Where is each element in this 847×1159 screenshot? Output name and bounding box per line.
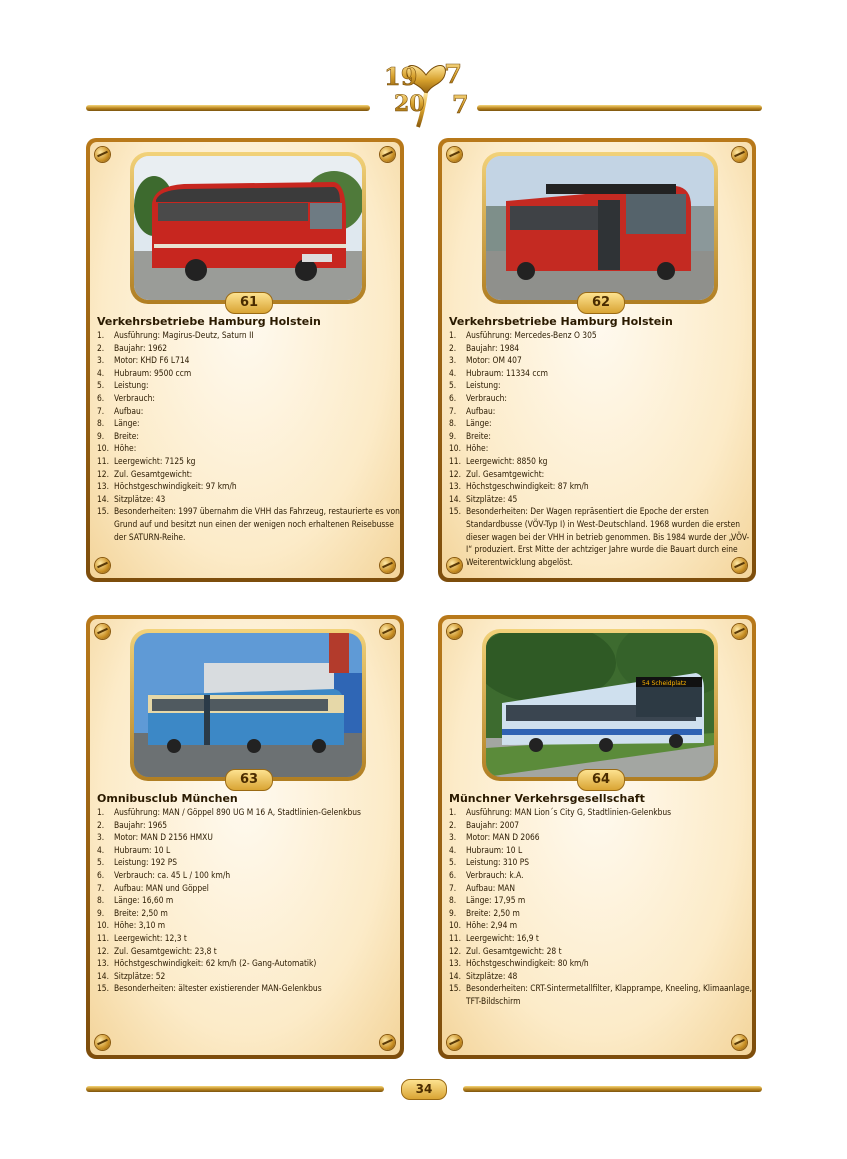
spec-number: 6. <box>449 392 457 403</box>
spec-text: Höchstgeschwindigkeit: 62 km/h (2- Gang-Automatik) <box>114 958 317 969</box>
spec-item <box>449 831 752 844</box>
spec-item <box>97 957 400 970</box>
spec-item <box>449 819 752 832</box>
spec-item <box>97 455 400 468</box>
spec-text: Breite: 2,50 m <box>114 907 168 918</box>
spec-item <box>449 970 752 983</box>
spec-number: 11. <box>449 455 461 466</box>
screw-icon <box>380 624 395 639</box>
screw-icon <box>95 624 110 639</box>
spec-number: 5. <box>97 857 105 868</box>
spec-number: 9. <box>97 430 105 441</box>
spec-number: 11. <box>97 455 109 466</box>
spec-text: Sitzplätze: 52 <box>114 970 166 981</box>
spec-item <box>449 392 752 405</box>
spec-text: Besonderheiten: Der Wagen repräsentiert die Epoche der ersten Standardbusse (VÖV-Typ I) in West-Deutschland. 1968 wurden die ersten dieser wagen bei der VHH in betrieb genommen. Bis 1984 wurde der „VÖV-I“ produziert. Erst Mitte der achtziger Jahre wurde die Bauart durch eine Weiterentwicklung abgelöst. <box>466 506 750 567</box>
spec-item <box>97 493 400 506</box>
card-number-badge: 62 <box>577 292 625 314</box>
spec-text: Besonderheiten: ältester existierender MAN-Gelenkbus <box>114 983 322 994</box>
spec-item <box>97 367 400 380</box>
spec-text: Höhe: 3,10 m <box>114 920 166 931</box>
spec-text: Besonderheiten: 1997 übernahm die VHH das Fahrzeug, restaurierte es von Grund auf und besitzt nun einen der wenigen noch erhaltenen Reisebusse der SATURN-Reihe. <box>114 506 400 542</box>
screw-icon <box>380 1035 395 1050</box>
spec-text: Verbrauch: ca. 45 L / 100 km/h <box>114 869 231 880</box>
spec-text: Aufbau: MAN und Göppel <box>114 882 209 893</box>
card-title: Verkehrsbetriebe Hamburg Holstein <box>449 315 673 328</box>
spec-number: 6. <box>97 392 105 403</box>
spec-item <box>449 480 752 493</box>
spec-item <box>97 468 400 481</box>
spec-item <box>97 856 400 869</box>
screw-icon <box>447 1035 462 1050</box>
card-number-badge: 61 <box>225 292 273 314</box>
spec-number: 4. <box>449 844 457 855</box>
spec-item <box>97 819 400 832</box>
spec-number: 5. <box>449 380 457 391</box>
spec-item <box>449 505 752 568</box>
spec-number: 15. <box>97 983 109 994</box>
spec-number: 1. <box>449 807 457 817</box>
spec-item <box>449 932 752 945</box>
spec-item <box>97 354 400 367</box>
card-title: Münchner Verkehrsgesellschaft <box>449 792 645 805</box>
spec-text: Länge: <box>114 418 140 429</box>
spec-item <box>449 957 752 970</box>
spec-item <box>449 342 752 355</box>
spec-item <box>449 806 752 819</box>
svg-text:19: 19 <box>384 62 418 91</box>
spec-number: 3. <box>449 355 457 366</box>
spec-item <box>97 417 400 430</box>
spec-text: Hubraum: 11334 ccm <box>466 367 548 378</box>
spec-number: 15. <box>97 506 109 517</box>
bus-photo <box>134 156 362 300</box>
bus-card-64 <box>438 615 756 1059</box>
spec-list <box>97 329 400 543</box>
spec-number: 2. <box>97 819 105 830</box>
spec-text: Verbrauch: <box>466 392 507 403</box>
spec-list <box>449 806 752 1008</box>
spec-number: 10. <box>449 443 461 454</box>
spec-item <box>97 844 400 857</box>
screw-icon <box>447 147 462 162</box>
spec-item <box>449 405 752 418</box>
spec-number: 9. <box>449 907 457 918</box>
card-title: Omnibusclub München <box>97 792 238 805</box>
bus-photo <box>486 633 714 777</box>
spec-item <box>449 379 752 392</box>
page-number: 34 <box>401 1079 447 1100</box>
spec-number: 12. <box>97 468 109 479</box>
spec-number: 5. <box>449 857 457 868</box>
spec-number: 9. <box>449 430 457 441</box>
spec-number: 2. <box>449 342 457 353</box>
spec-item <box>97 806 400 819</box>
spec-text: Zul. Gesamtgewicht: 23,8 t <box>114 945 217 956</box>
spec-item <box>449 856 752 869</box>
spec-text: Breite: 2,50 m <box>466 907 520 918</box>
spec-text: Breite: <box>466 430 491 441</box>
spec-text: Höchstgeschwindigkeit: 97 km/h <box>114 481 237 492</box>
spec-number: 1. <box>97 807 105 817</box>
spec-item <box>449 329 752 342</box>
spec-text: Verbrauch: <box>114 392 155 403</box>
spec-number: 15. <box>449 506 461 517</box>
spec-text: Ausführung: MAN Lion´s City G, Stadtlinien-Gelenkbus <box>466 807 672 817</box>
spec-text: Leistung: <box>114 380 149 391</box>
footer-rule-left <box>86 1086 384 1092</box>
spec-number: 11. <box>449 932 461 943</box>
bus-card-61 <box>86 138 404 582</box>
spec-item <box>449 907 752 920</box>
bus-photo-frame <box>482 629 718 781</box>
spec-text: Leergewicht: 12,3 t <box>114 932 187 943</box>
bus-photo-frame <box>130 152 366 304</box>
spec-item <box>449 919 752 932</box>
spec-text: Höhe: <box>114 443 137 454</box>
spec-item <box>449 493 752 506</box>
spec-text: Baujahr: 1984 <box>466 342 520 353</box>
card-title: Verkehrsbetriebe Hamburg Holstein <box>97 315 321 328</box>
spec-item <box>97 405 400 418</box>
spec-number: 1. <box>97 330 105 340</box>
spec-item <box>97 945 400 958</box>
spec-number: 14. <box>97 493 109 504</box>
spec-text: Höchstgeschwindigkeit: 80 km/h <box>466 958 589 969</box>
screw-icon <box>732 1035 747 1050</box>
spec-number: 12. <box>449 945 461 956</box>
svg-text:54 Scheidplatz: 54 Scheidplatz <box>642 680 687 687</box>
screw-icon <box>95 558 110 573</box>
screw-icon <box>732 147 747 162</box>
footer-rule-right <box>463 1086 762 1092</box>
spec-text: Länge: <box>466 418 492 429</box>
card-number-badge: 64 <box>577 769 625 791</box>
spec-text: Hubraum: 10 L <box>466 844 523 855</box>
anniversary-logo <box>378 55 474 130</box>
spec-number: 6. <box>449 869 457 880</box>
spec-number: 7. <box>97 882 105 893</box>
header-rule-right <box>477 105 762 111</box>
spec-item <box>97 442 400 455</box>
spec-text: Hubraum: 9500 ccm <box>114 367 192 378</box>
spec-number: 1. <box>449 330 457 340</box>
spec-number: 14. <box>97 970 109 981</box>
spec-number: 9. <box>97 907 105 918</box>
spec-text: Motor: MAN D 2066 <box>466 832 540 843</box>
spec-number: 13. <box>449 481 461 492</box>
spec-text: Breite: <box>114 430 139 441</box>
spec-number: 4. <box>97 367 105 378</box>
screw-icon <box>447 624 462 639</box>
spec-number: 12. <box>449 468 461 479</box>
screw-icon <box>732 624 747 639</box>
spec-item <box>449 430 752 443</box>
spec-number: 2. <box>449 819 457 830</box>
spec-number: 2. <box>97 342 105 353</box>
card-number-badge: 63 <box>225 769 273 791</box>
bus-card-63 <box>86 615 404 1059</box>
spec-number: 3. <box>97 832 105 843</box>
spec-text: Verbrauch: k.A. <box>466 869 524 880</box>
spec-item <box>449 945 752 958</box>
spec-number: 4. <box>449 367 457 378</box>
spec-number: 10. <box>449 920 461 931</box>
spec-number: 8. <box>449 418 457 429</box>
spec-item <box>97 392 400 405</box>
spec-text: Sitzplätze: 43 <box>114 493 166 504</box>
spec-text: Leistung: 310 PS <box>466 857 530 868</box>
spec-item <box>97 970 400 983</box>
spec-number: 13. <box>449 958 461 969</box>
spec-text: Zul. Gesamtgewicht: <box>114 468 193 479</box>
screw-icon <box>380 558 395 573</box>
spec-item <box>449 844 752 857</box>
spec-number: 12. <box>97 945 109 956</box>
spec-item <box>449 417 752 430</box>
screw-icon <box>95 147 110 162</box>
bus-photo <box>486 156 714 300</box>
spec-text: Ausführung: Magirus-Deutz, Saturn II <box>114 330 254 340</box>
spec-item <box>97 982 400 995</box>
spec-item <box>97 505 400 543</box>
spec-number: 7. <box>449 405 457 416</box>
spec-number: 13. <box>97 481 109 492</box>
spec-text: Leergewicht: 7125 kg <box>114 455 196 466</box>
spec-item <box>97 430 400 443</box>
spec-number: 3. <box>97 355 105 366</box>
spec-text: Ausführung: MAN / Göppel 890 UG M 16 A, Stadtlinien-Gelenkbus <box>114 807 361 817</box>
spec-number: 15. <box>449 983 461 994</box>
spec-list <box>97 806 400 995</box>
spec-text: Leergewicht: 8850 kg <box>466 455 548 466</box>
spec-number: 4. <box>97 844 105 855</box>
spec-list <box>449 329 752 568</box>
spec-text: Länge: 16,60 m <box>114 895 174 906</box>
spec-item <box>449 455 752 468</box>
spec-item <box>97 919 400 932</box>
spec-text: Motor: KHD F6 L714 <box>114 355 190 366</box>
bus-card-62 <box>438 138 756 582</box>
spec-item <box>449 869 752 882</box>
spec-text: Hubraum: 10 L <box>114 844 171 855</box>
spec-text: Baujahr: 1962 <box>114 342 168 353</box>
spec-number: 14. <box>449 970 461 981</box>
spec-number: 8. <box>97 895 105 906</box>
spec-item <box>97 894 400 907</box>
spec-text: Besonderheiten: CRT-Sintermetallfilter, Klapprampe, Kneeling, Klimaanlage, TFT-Bildschirm <box>466 983 752 1006</box>
spec-text: Leistung: 192 PS <box>114 857 178 868</box>
bus-photo-frame <box>482 152 718 304</box>
spec-item <box>449 882 752 895</box>
spec-text: Zul. Gesamtgewicht: <box>466 468 545 479</box>
spec-item <box>97 329 400 342</box>
spec-item <box>449 354 752 367</box>
screw-icon <box>380 147 395 162</box>
svg-text:7: 7 <box>452 90 469 119</box>
screw-icon <box>95 1035 110 1050</box>
spec-number: 7. <box>97 405 105 416</box>
spec-text: Höchstgeschwindigkeit: 87 km/h <box>466 481 589 492</box>
spec-item <box>97 379 400 392</box>
spec-item <box>449 468 752 481</box>
spec-text: Aufbau: MAN <box>466 882 515 893</box>
spec-text: Sitzplätze: 45 <box>466 493 518 504</box>
spec-text: Aufbau: <box>466 405 496 416</box>
spec-number: 3. <box>449 832 457 843</box>
spec-number: 14. <box>449 493 461 504</box>
spec-text: Höhe: <box>466 443 489 454</box>
spec-item <box>97 342 400 355</box>
header-rule-left <box>86 105 370 111</box>
spec-item <box>449 894 752 907</box>
spec-text: Leistung: <box>466 380 501 391</box>
spec-text: Aufbau: <box>114 405 144 416</box>
bus-photo-frame <box>130 629 366 781</box>
spec-text: Motor: OM 407 <box>466 355 522 366</box>
spec-text: Baujahr: 1965 <box>114 819 168 830</box>
spec-item <box>97 882 400 895</box>
spec-text: Baujahr: 2007 <box>466 819 520 830</box>
spec-item <box>449 442 752 455</box>
spec-number: 13. <box>97 958 109 969</box>
spec-number: 6. <box>97 869 105 880</box>
spec-item <box>97 932 400 945</box>
spec-number: 8. <box>97 418 105 429</box>
spec-number: 8. <box>449 895 457 906</box>
spec-item <box>449 982 752 1007</box>
spec-number: 10. <box>97 920 109 931</box>
svg-text:7: 7 <box>444 60 463 90</box>
spec-number: 11. <box>97 932 109 943</box>
spec-item <box>97 869 400 882</box>
spec-text: Ausführung: Mercedes-Benz O 305 <box>466 330 597 340</box>
spec-text: Leergewicht: 16,9 t <box>466 932 539 943</box>
spec-text: Höhe: 2,94 m <box>466 920 518 931</box>
spec-number: 5. <box>97 380 105 391</box>
svg-text:20: 20 <box>394 91 425 117</box>
spec-item <box>97 480 400 493</box>
spec-text: Länge: 17,95 m <box>466 895 526 906</box>
spec-item <box>97 831 400 844</box>
bus-photo <box>134 633 362 777</box>
spec-text: Zul. Gesamtgewicht: 28 t <box>466 945 562 956</box>
spec-text: Sitzplätze: 48 <box>466 970 518 981</box>
spec-item <box>449 367 752 380</box>
spec-item <box>97 907 400 920</box>
spec-text: Motor: MAN D 2156 HMXU <box>114 832 213 843</box>
spec-number: 7. <box>449 882 457 893</box>
spec-number: 10. <box>97 443 109 454</box>
